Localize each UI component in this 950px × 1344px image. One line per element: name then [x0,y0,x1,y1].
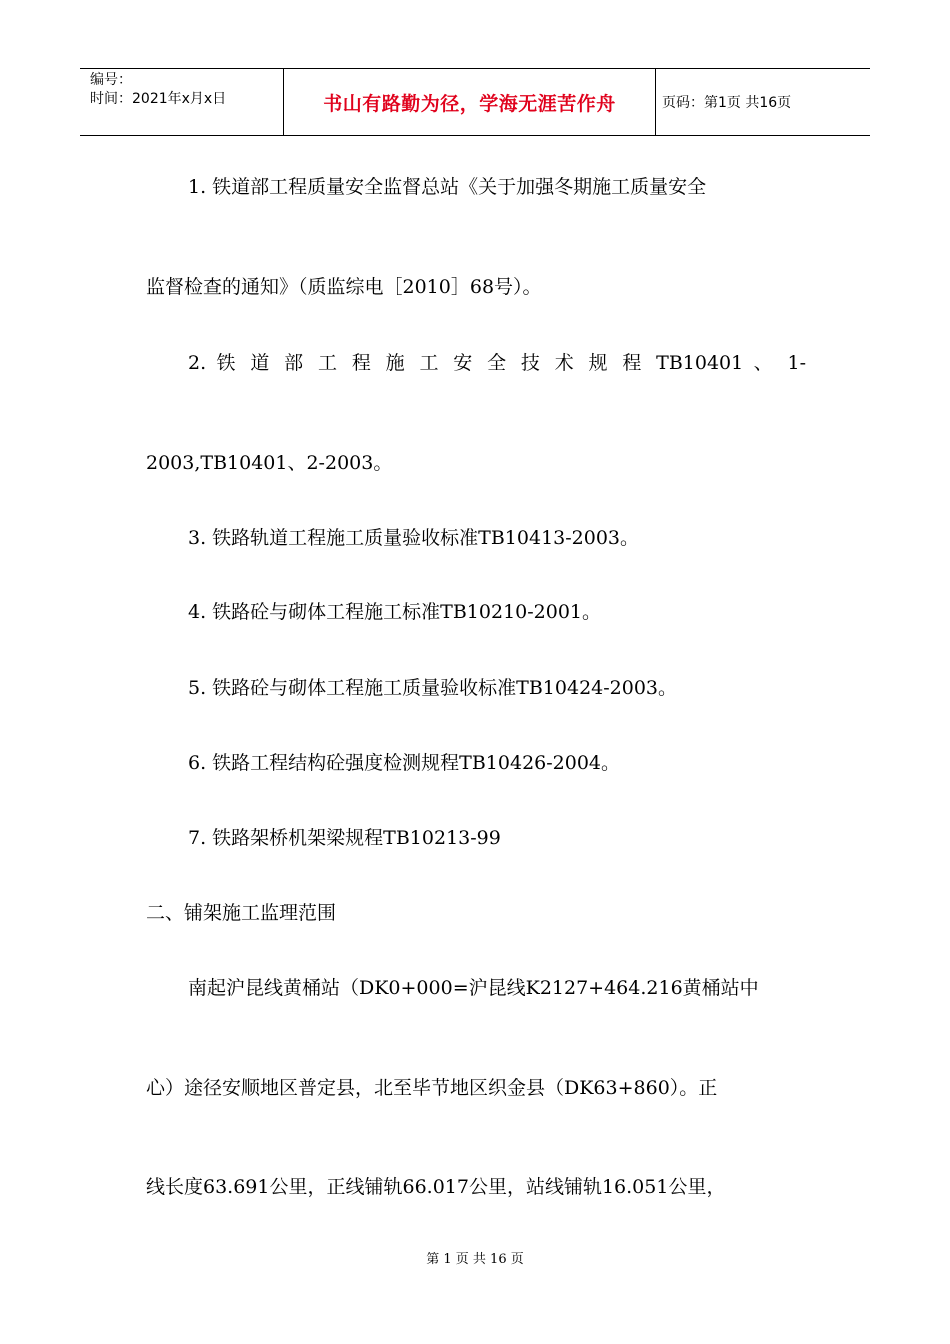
body-line-8: 6. 铁路工程结构砼强度检测规程TB10426-2004。 [188,752,621,774]
body-line-4: 2003,TB10401、2-2003。 [146,452,393,474]
motto-text: 书山有路勤为径，学海无涯苦作舟 [323,92,616,115]
time-label: 时间：2021年x月x日 [90,91,227,107]
page-footer: 第 1 页 共 16 页 [426,1252,524,1267]
body-line-7: 5. 铁路砼与砌体工程施工质量验收标准TB10424-2003。 [188,677,678,699]
header-motto-cell [283,69,656,135]
body-line-1: 1. 铁道部工程质量安全监督总站《关于加强冬期施工质量安全 [188,176,707,198]
body-line-12: 心）途径安顺地区普定县，北至毕节地区织金县（DK63+860）。正 [146,1077,718,1099]
body-line-9: 7. 铁路架桥机架梁规程TB10213-99 [188,827,501,849]
body-line-3: 2. 铁 道 部 工 程 施 工 安 全 技 术 规 程 TB10401 、 1- [188,352,806,374]
section-heading: 二、铺架施工监理范围 [146,902,337,924]
body-line-5: 3. 铁路轨道工程施工质量验收标准TB10413-2003。 [188,527,640,549]
page-info: 页码：第1页 共16页 [662,95,792,111]
body-line-11: 南起沪昆线黄桶站（DK0+000=沪昆线K2127+464.216黄桶站中 [188,977,759,999]
header-left-cell [80,69,283,135]
body-line-13: 线长度63.691公里，正线铺轨66.017公里，站线铺轨16.051公里， [146,1176,726,1198]
header-table [80,68,870,136]
body-line-2: 监督检查的通知》（质监综电［2010］68号）。 [146,276,542,298]
header-page-cell [656,69,870,135]
body-line-6: 4. 铁路砼与砌体工程施工标准TB10210-2001。 [188,601,602,623]
number-label: 编号： [90,72,132,88]
